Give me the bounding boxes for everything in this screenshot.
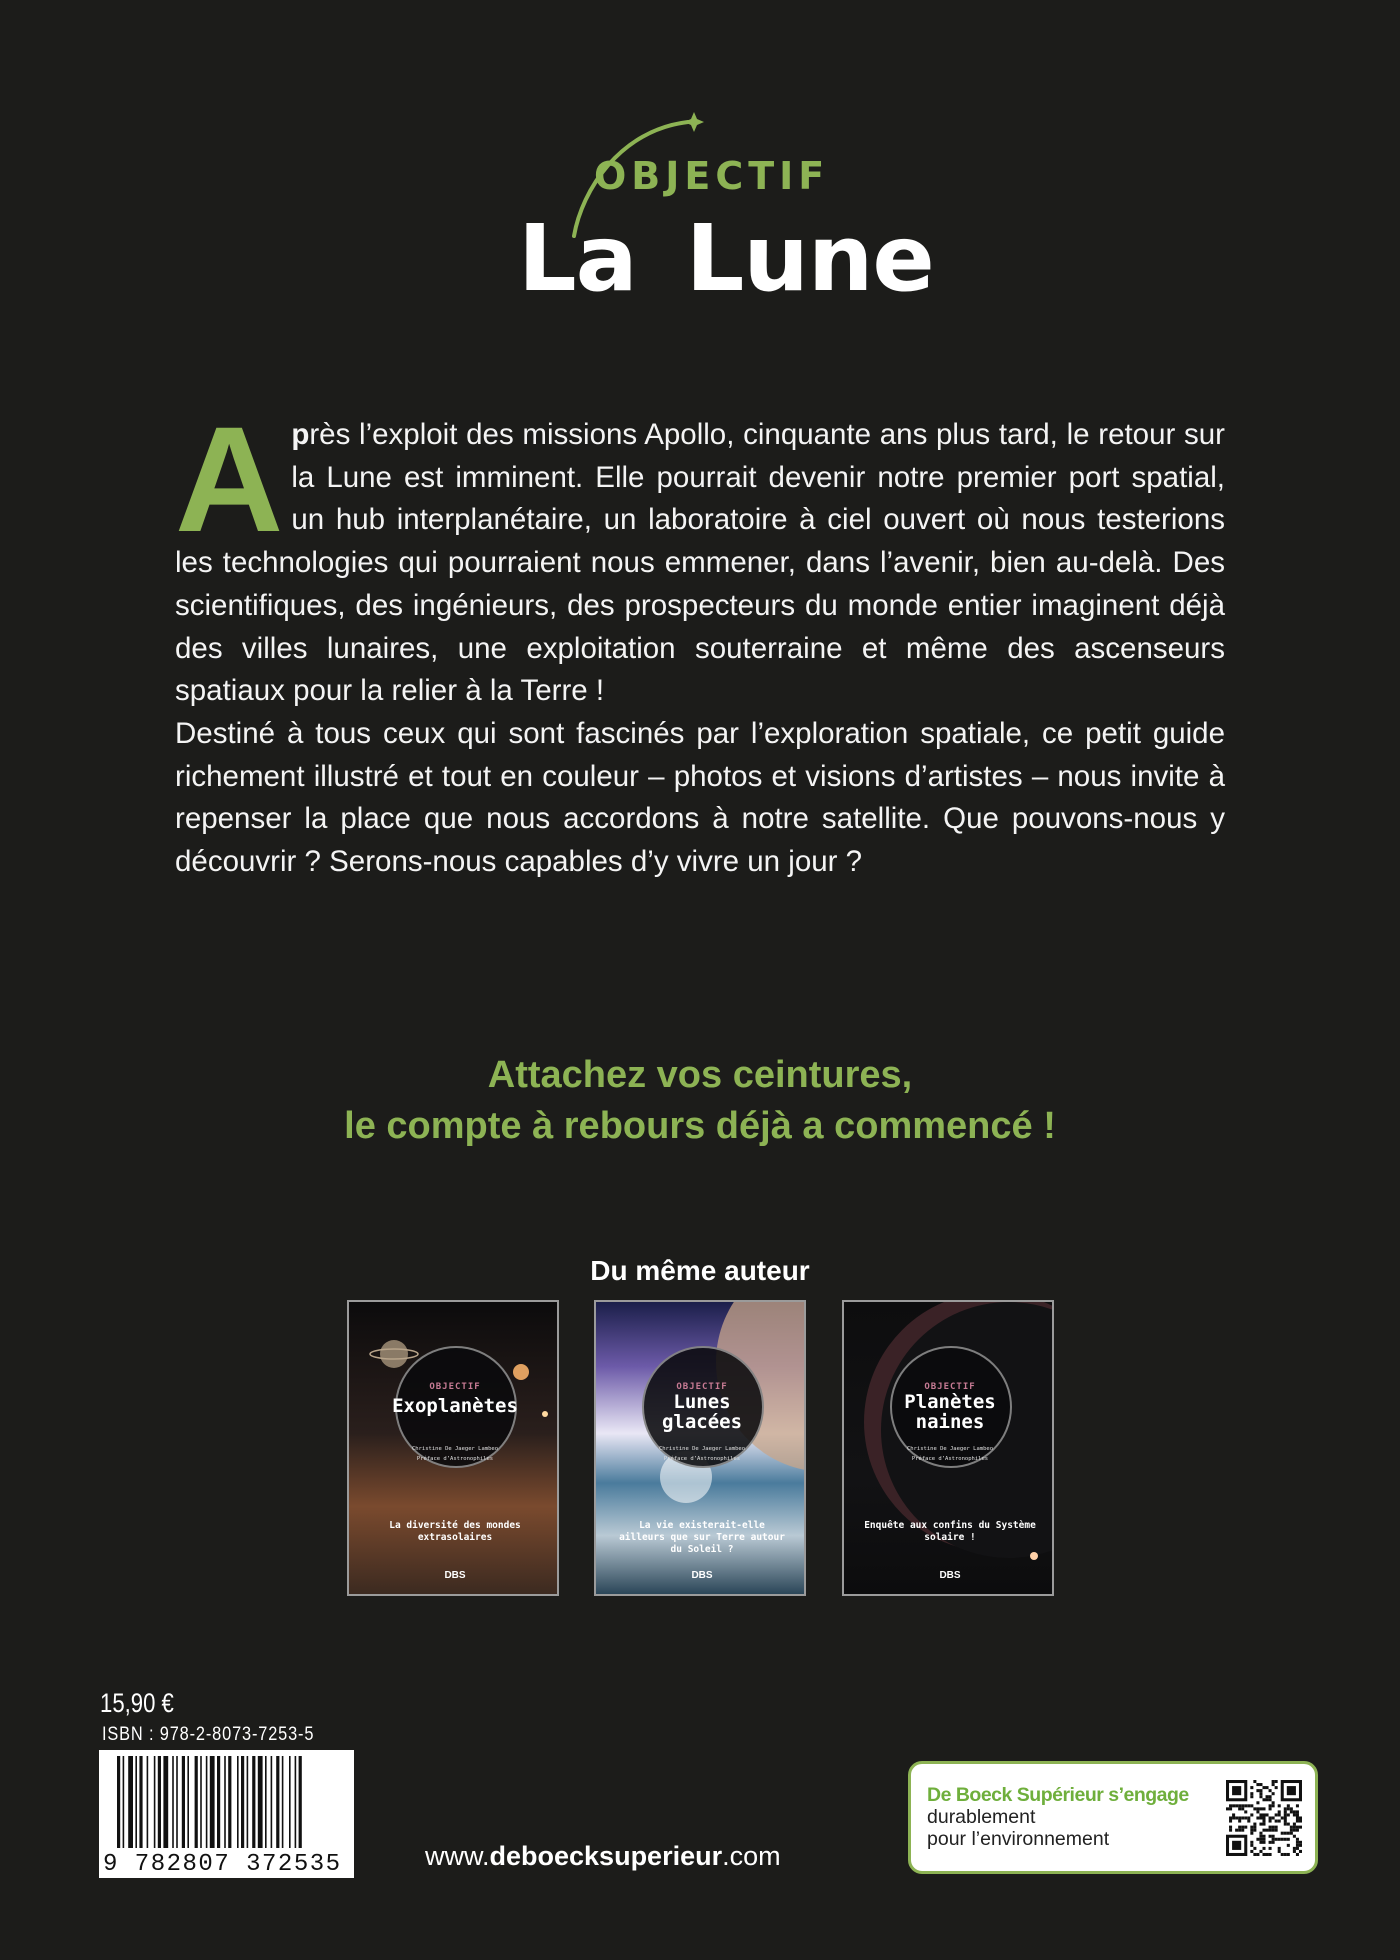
logo-series: OBJECTIF (594, 154, 830, 198)
book-preface: Préface d’Astronophiles (416, 1456, 494, 1462)
blurb-lead-letter: p (291, 418, 310, 451)
same-author-heading: Du même auteur (590, 1255, 810, 1286)
barcode-number: 9 782807 372535 (99, 1852, 354, 1878)
book-series: OBJECTIF (924, 1382, 976, 1392)
publisher-logo: DBS (939, 1570, 961, 1581)
website-domain: deboecksuperieur (489, 1841, 723, 1871)
eco-badge-line-2: durablement (927, 1806, 1036, 1828)
eco-badge (908, 1761, 1318, 1874)
barcode (99, 1750, 354, 1878)
book-title-line-1: Lunes (673, 1391, 731, 1413)
blurb-paragraph-1-text: rès l’exploit des missions Apollo, cinquante ans plus tard, le retour sur la Lune est imminent. Elle pourrait devenir notre premier port spatial, un hub interplanétaire, un laboratoire à ciel ouvert où nous testerions les technologies qui pourraient nous emmener, dans l’avenir, bien au-delà. Des scientifiques, des ingénieurs, des prospecteurs du monde entier imaginent déjà des villes lunaires, une exploitation souterraine et même des ascenseurs spatiaux pour la relier à la Terre ! (175, 418, 1225, 708)
book-author: Christine De Jaeger Lambeo (411, 1446, 499, 1452)
book-tagline: La diversité des mondes extrasolaires (389, 1520, 521, 1543)
book-cover-exoplanetes[interactable] (347, 1300, 559, 1596)
slogan (0, 1050, 1400, 1152)
qr-code-icon[interactable] (1226, 1780, 1302, 1856)
book-cover-title (596, 1392, 806, 1432)
book-cover-lunes-glacees[interactable] (594, 1300, 806, 1596)
blurb-paragraph-1 (175, 395, 1225, 713)
logo (0, 110, 1400, 310)
book-cover-planetes-naines[interactable] (842, 1300, 1054, 1596)
eco-badge-title: De Boeck Supérieur s’engage (927, 1784, 1189, 1806)
book-preface: Préface d’Astronophiles (663, 1456, 741, 1462)
book-tagline: Enquête aux confins du Système solaire ! (864, 1520, 1036, 1543)
website-link[interactable] (425, 1841, 781, 1872)
book-cover-title (349, 1396, 559, 1416)
back-cover-blurb (175, 395, 1225, 884)
book-author: Christine De Jaeger Lambeo (658, 1446, 746, 1452)
book-title: La Lune (518, 205, 934, 312)
book-title-line-2: glacées (661, 1411, 743, 1433)
publisher-logo: DBS (444, 1570, 466, 1581)
publisher-logo: DBS (691, 1570, 713, 1581)
book-series: OBJECTIF (429, 1382, 481, 1392)
book-author: Christine De Jaeger Lambeo (906, 1446, 994, 1452)
website-suffix: .com (722, 1841, 781, 1871)
eco-badge-line-3: pour l’environnement (927, 1828, 1110, 1850)
book-title-line-1: Exoplanètes (392, 1395, 518, 1417)
blurb-paragraph-2: Destiné à tous ceux qui sont fascinés par l’exploration spatiale, ce petit guide richement illustré et tout en couleur – photos et visions d’artistes – nous invite à repenser la place que nous accordons à notre satellite. Que pouvons-nous y découvrir ? Serons-nous capables d’y vivre un jour ? (175, 716, 1225, 879)
book-cover-title (844, 1392, 1054, 1432)
price: 15,90 € (100, 1688, 174, 1718)
book-title-line-1: Planètes (904, 1391, 996, 1413)
slogan-line-2: le compte à rebours déjà a commencé ! (344, 1105, 1056, 1147)
book-title-line-2: naines (915, 1411, 985, 1433)
book-tagline: La vie existerait-elle ailleurs que sur Terre autour du Soleil ? (619, 1520, 785, 1555)
book-preface: Préface d’Astronophiles (911, 1456, 989, 1462)
slogan-line-1: Attachez vos ceintures, (487, 1054, 913, 1096)
isbn: ISBN : 978-2-8073-7253-5 (102, 1724, 315, 1745)
website-prefix: www. (425, 1841, 490, 1871)
drop-cap: A (175, 395, 282, 563)
book-series: OBJECTIF (676, 1382, 728, 1392)
